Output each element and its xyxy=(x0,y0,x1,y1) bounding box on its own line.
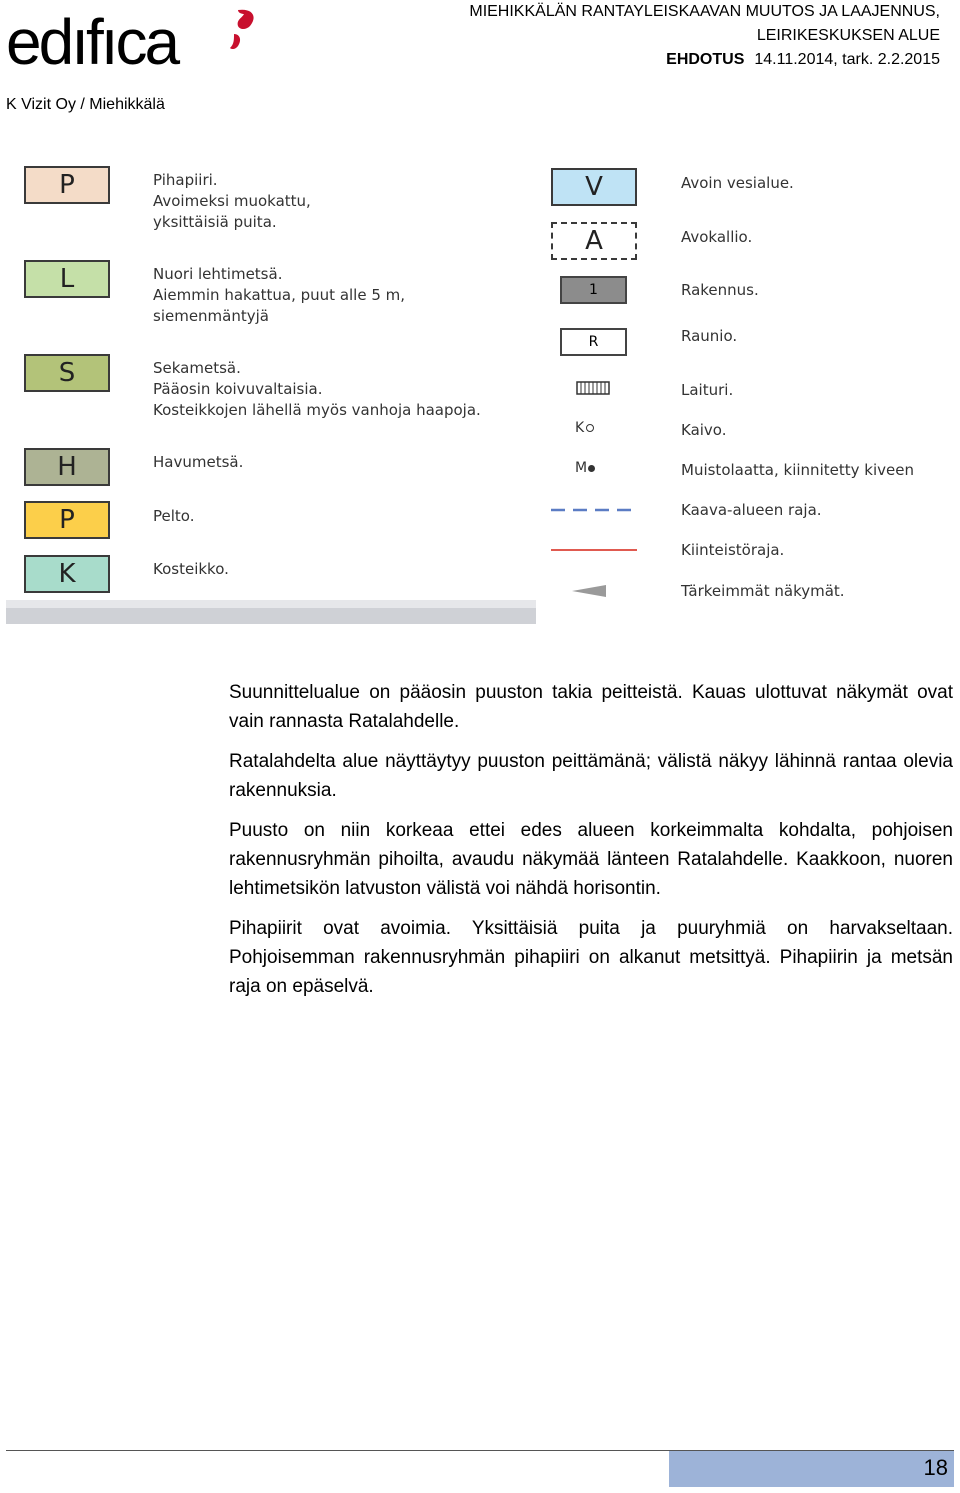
document-status-line xyxy=(469,48,940,72)
legend-text-lehtimetsa: Nuori lehtimetsä. Aiemmin hakattua, puut alle 5 m, siemenmäntyjä xyxy=(153,265,406,325)
legend-bottom-band xyxy=(6,600,536,624)
legend-text-pelto: Pelto. xyxy=(153,507,195,525)
logo-wordmark: edıfıca xyxy=(6,6,178,78)
legend-label-avokallio: Avokallio. xyxy=(681,228,753,246)
legend-text-pihapiiri: Pihapiiri. Avoimeksi muokattu, yksittäisiä puita. xyxy=(153,171,311,231)
legend-label-kaivo: Kaivo. xyxy=(681,421,727,439)
document-status: EHDOTUS xyxy=(666,51,745,68)
legend-box-pihapiiri: P xyxy=(24,166,110,204)
legend-symbol-kaava-raja-icon xyxy=(551,506,637,514)
legend-symbol-kiinteistoraja-icon xyxy=(551,546,637,554)
paragraph-3: Puusto on niin korkeaa ettei edes alueen korkeimmalta kohdalta, pohjoisen rakennusryhmän pihoilta, avaudu näkymää länteen Ratalahdelle. Kaakkoon, nuoren lehtimetsikön latvuston välistä voi nähdä horisontin. xyxy=(229,820,953,899)
legend-box-pelto: P xyxy=(24,501,110,539)
legend-figure xyxy=(6,140,956,626)
legend-label-raunio: Raunio. xyxy=(681,327,738,345)
well-circle-icon xyxy=(586,424,594,432)
legend-text-kosteikko: Kosteikko. xyxy=(153,560,229,578)
body-text xyxy=(229,678,953,1012)
document-header xyxy=(469,0,940,72)
legend-symbol-rakennus: 1 xyxy=(560,276,627,304)
company-name: K Vizit Oy / Miehikkälä xyxy=(6,96,165,113)
paragraph-2: Ratalahdelta alue näyttäytyy puuston peittämänä; välistä näkyy lähinnä rantaa olevia rakennuksia. xyxy=(229,751,953,801)
legend-symbol-avokallio: A xyxy=(551,222,637,260)
legend-text-havumetsa: Havumetsä. xyxy=(153,453,244,471)
legend-label-rakennus: Rakennus. xyxy=(681,281,759,299)
legend-label-laituri: Laituri. xyxy=(681,381,734,399)
legend-label-kaava-raja: Kaava-alueen raja. xyxy=(681,501,822,519)
legend-text-sekametsa: Sekametsä. Pääosin koivuvaltaisia. Kosteikkojen lähellä myös vanhoja haapoja. xyxy=(153,359,481,419)
page-number: 18 xyxy=(923,1455,948,1480)
legend-box-kosteikko: K xyxy=(24,555,110,593)
paragraph-4: Pihapiirit ovat avoimia. Yksittäisiä puita ja puuryhmiä on harvakseltaan. Pohjoisemman rakennusryhmän pihapiiri on alkanut metsittyä. Pihapiirin ja metsän raja on epäselvä. xyxy=(229,918,953,997)
edifica-logo xyxy=(6,4,256,82)
legend-symbol-raunio: R xyxy=(560,328,627,356)
legend-symbol-laituri-icon xyxy=(576,380,610,396)
memorial-dot-icon xyxy=(588,465,595,472)
page-number-box xyxy=(669,1451,954,1487)
document-title-line1: MIEHIKKÄLÄN RANTAYLEISKAAVAN MUUTOS JA LAAJENNUS, xyxy=(469,3,940,20)
legend-box-havumetsa: H xyxy=(24,448,110,486)
legend-symbol-muistolaatta: M xyxy=(575,460,595,476)
logo-mark-icon xyxy=(230,8,258,54)
legend-symbol-kaivo: K xyxy=(575,420,594,436)
legend-label-muistolaatta: Muistolaatta, kiinnitetty kiveen xyxy=(681,461,914,479)
paragraph-1: Suunnittelualue on pääosin puuston takia peitteistä. Kauas ulottuvat näkymät ovat vain rannasta Ratalahdelle. xyxy=(229,682,953,732)
document-date: 14.11.2014, tark. 2.2.2015 xyxy=(754,51,940,68)
legend-label-nakymat: Tärkeimmät näkymät. xyxy=(681,582,845,600)
legend-box-sekametsa: S xyxy=(24,354,110,392)
legend-symbol-nakyma-arrow-icon xyxy=(572,584,608,598)
document-title-line2: LEIRIKESKUKSEN ALUE xyxy=(756,27,940,44)
legend-label-vesialue: Avoin vesialue. xyxy=(681,174,794,192)
legend-box-lehtimetsa: L xyxy=(24,260,110,298)
legend-label-kiinteistoraja: Kiinteistöraja. xyxy=(681,541,785,559)
legend-symbol-vesialue: V xyxy=(551,168,637,206)
